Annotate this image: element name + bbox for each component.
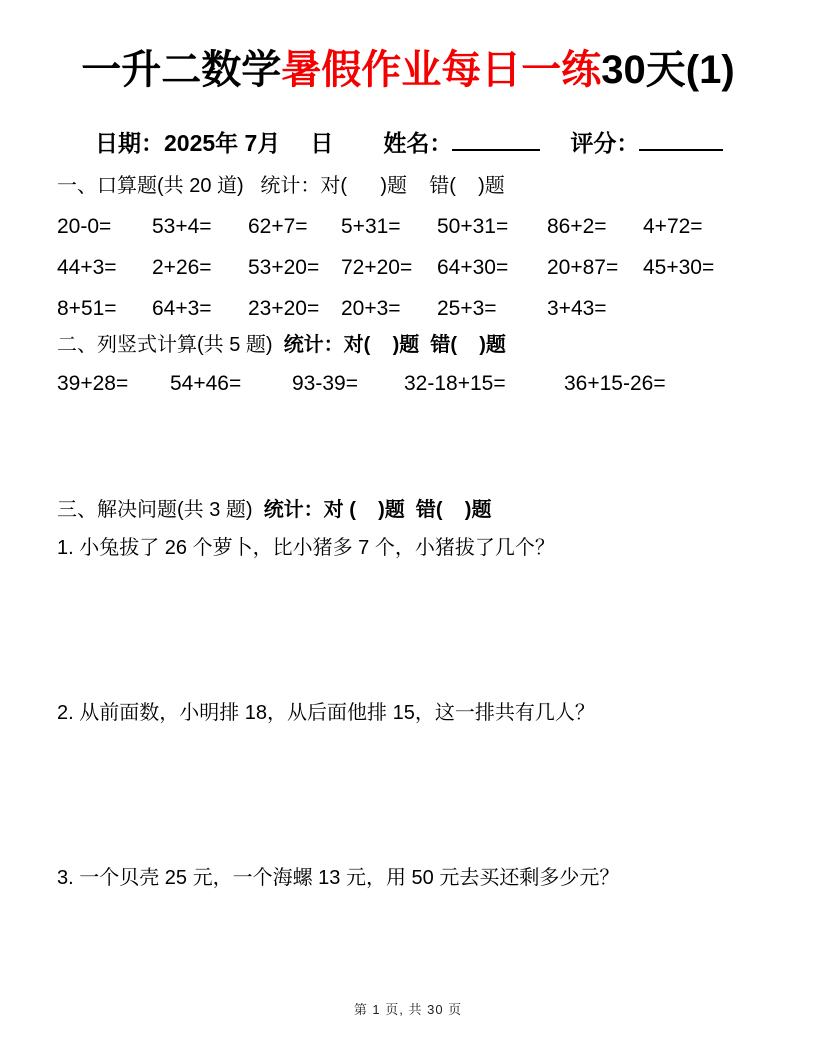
oral-problem: 20+3= bbox=[341, 297, 401, 321]
section-1-heading bbox=[57, 173, 759, 199]
day-label: 日 bbox=[310, 130, 334, 156]
oral-problem: 3+43= bbox=[547, 297, 607, 321]
meta-row bbox=[57, 126, 759, 158]
oral-problem: 2+26= bbox=[152, 256, 212, 280]
score-label: 评分： bbox=[570, 130, 640, 156]
name-label: 姓名： bbox=[383, 130, 453, 156]
oral-problem: 45+30= bbox=[643, 256, 715, 280]
section-1-stats-text: 统计：对( )题 错( )题 bbox=[260, 174, 505, 197]
name-blank-line bbox=[452, 126, 540, 151]
oral-problem: 50+31= bbox=[437, 215, 509, 239]
word-problem-2: 2. 从前面数，小明排 18，从后面他排 15，这一排共有几人？ bbox=[57, 701, 595, 724]
section-2-gap bbox=[273, 334, 284, 356]
oral-problem: 53+20= bbox=[248, 256, 320, 280]
score-blank-line bbox=[639, 126, 723, 151]
oral-problem: 72+20= bbox=[341, 256, 413, 280]
section-3-heading bbox=[57, 497, 759, 523]
oral-problem: 62+7= bbox=[248, 215, 308, 239]
page-title bbox=[57, 44, 759, 96]
section-2-stats-text: 统计：对( )题 错( )题 bbox=[283, 333, 506, 356]
date-label: 日期：2025年 7月 bbox=[95, 130, 281, 156]
section-1-stats bbox=[244, 175, 261, 197]
oral-problem: 20+87= bbox=[547, 256, 619, 280]
oral-problem: 44+3= bbox=[57, 256, 117, 280]
page-number: 第 1 页, 共 30 页 bbox=[353, 1002, 463, 1017]
vertical-problem: 54+46= bbox=[170, 371, 242, 395]
vertical-problem: 32-18+15= bbox=[404, 371, 506, 395]
vertical-problem: 39+28= bbox=[57, 371, 129, 395]
section-2-heading bbox=[57, 332, 759, 358]
oral-problem: 23+20= bbox=[248, 297, 320, 321]
title-part-grade: 一升二数学 bbox=[81, 48, 282, 92]
oral-problems-grid bbox=[57, 207, 759, 330]
oral-problem: 4+72= bbox=[643, 215, 703, 239]
oral-problem: 64+30= bbox=[437, 256, 509, 280]
vertical-problem: 93-39= bbox=[292, 371, 358, 395]
oral-problem: 25+3= bbox=[437, 297, 497, 321]
title-part-days: 30天(1) bbox=[601, 48, 735, 92]
section-3-gap bbox=[253, 499, 264, 521]
oral-problem: 53+4= bbox=[152, 215, 212, 239]
vertical-problems-row bbox=[57, 370, 759, 397]
section-2-title: 二、列竖式计算(共 5 题) bbox=[57, 333, 273, 356]
title-part-highlight: 暑假作业每日一练 bbox=[281, 48, 602, 92]
oral-problem: 5+31= bbox=[341, 215, 401, 239]
section-3-stats-text: 统计：对 ( )题 错( )题 bbox=[263, 498, 492, 521]
vertical-problem: 36+15-26= bbox=[564, 371, 666, 395]
word-problem-3: 3. 一个贝壳 25 元，一个海螺 13 元，用 50 元去买还剩多少元？ bbox=[57, 866, 620, 889]
oral-problem: 8+51= bbox=[57, 297, 117, 321]
oral-problem: 86+2= bbox=[547, 215, 607, 239]
section-1-title: 一、口算题(共 20 道) bbox=[57, 174, 244, 197]
word-problem-1: 1. 小兔拔了 26 个萝卜，比小猪多 7 个，小猪拔了几个？ bbox=[57, 536, 555, 559]
page-footer bbox=[0, 999, 816, 1018]
oral-problem: 64+3= bbox=[152, 297, 212, 321]
section-3-title: 三、解决问题(共 3 题) bbox=[57, 498, 253, 521]
oral-problem: 20-0= bbox=[57, 215, 112, 239]
